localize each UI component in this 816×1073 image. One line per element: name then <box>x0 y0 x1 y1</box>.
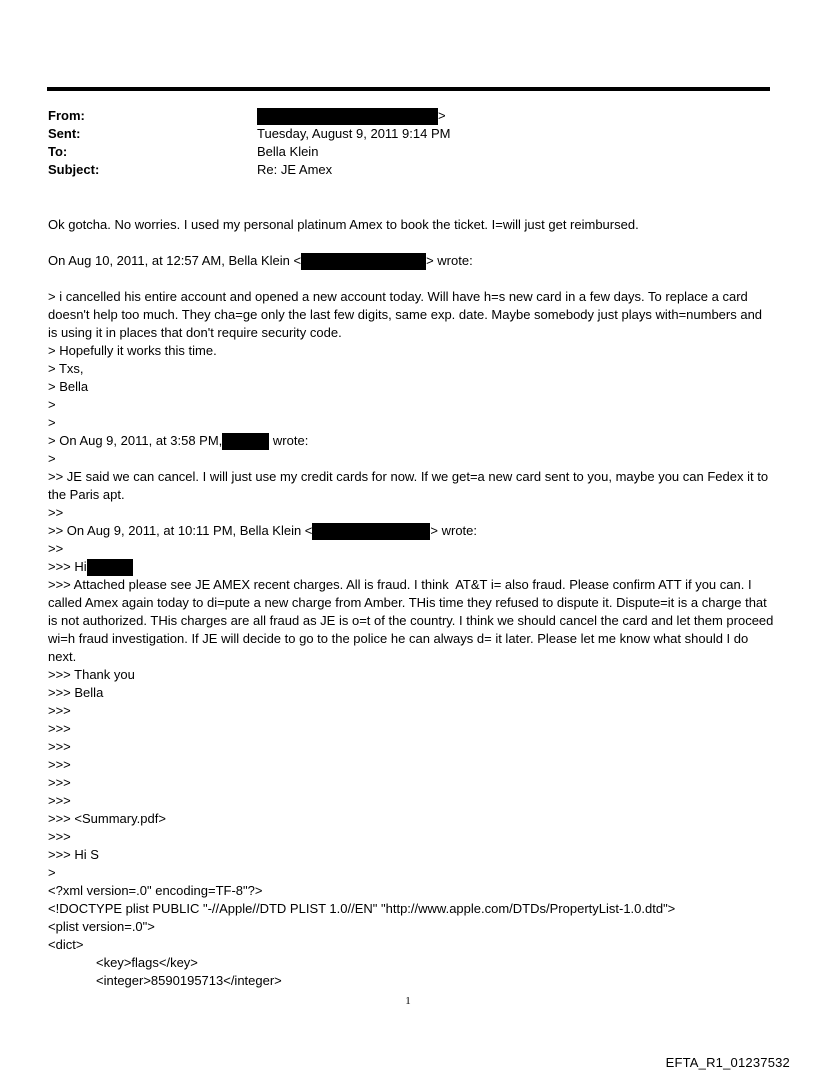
body-line: >>> Attached please see JE AMEX recent charges. All is fraud. I think AT&T i= also fraud. Please confirm ATT if you can. I called Amex again today to di=pute a new charge from Amber. THis time they refused to dispute it. Dispute=it is a charge that is not authorized. THis charges are all fraud as JE is o=t of the country. I think we should cancel the card and let them proceed wi=h fraud investigation. If JE will decide to go to the police he can always d= it later. Please let me know what should I do next. <box>48 577 778 665</box>
xml-line: <?xml version=.0" encoding=TF-8"?> <box>48 883 263 899</box>
body-line: >> <box>48 541 64 557</box>
quote-header: On Aug 10, 2011, at 12:57 AM, Bella Klein < <box>48 253 302 268</box>
body-line: >> <box>48 505 64 521</box>
quote-header: >> On Aug 9, 2011, at 10:11 PM, Bella Klein < <box>48 523 313 539</box>
redaction-box <box>222 433 269 450</box>
body-line <box>48 432 774 450</box>
to-value: Bella Klein <box>257 144 319 159</box>
greeting: >>> Hi <box>48 559 87 575</box>
body-line: > Bella <box>48 379 89 395</box>
email-header <box>48 107 768 183</box>
body-line: >>> <box>48 775 71 791</box>
header-rule <box>47 87 770 91</box>
body-line: >>> Thank you <box>48 667 135 683</box>
body-line: >>> <box>48 739 71 755</box>
body-line: > <box>48 397 56 413</box>
from-label: From: <box>48 108 85 123</box>
xml-line: <dict> <box>48 937 84 953</box>
body-line: > <box>48 415 56 431</box>
xml-line: <integer>8590195713</integer> <box>96 973 282 989</box>
body-line: Ok gotcha. No worries. I used my personal platinum Amex to book the ticket. I=will just get reimbursed. <box>48 217 639 232</box>
xml-line: <key>flags</key> <box>96 955 198 971</box>
attachment-line: >>> <Summary.pdf> <box>48 811 166 827</box>
body-line: >>> <box>48 829 71 845</box>
body-line <box>48 252 774 270</box>
body-line: >>> Hi S <box>48 847 99 863</box>
page-number: 1 <box>405 995 411 1007</box>
quote-header: > On Aug 9, 2011, at 3:58 PM, <box>48 433 223 449</box>
body-line <box>48 558 774 576</box>
body-line: >>> Bella <box>48 685 104 701</box>
body-line: >>> <box>48 793 71 809</box>
redaction-box <box>257 108 438 125</box>
xml-line: <plist version=.0"> <box>48 919 155 935</box>
body-line: > i cancelled his entire account and opened a new account today. Will have h=s new card in a few days. To replace a card doesn't help too much. They cha=ge only the last few digits, same exp. date. Maybe somebody just plays with=numbers and is using it in places that don't require security code. <box>48 289 766 341</box>
redaction-box <box>301 253 426 270</box>
sent-label: Sent: <box>48 126 81 141</box>
body-line: > <box>48 451 56 467</box>
xml-line: <!DOCTYPE plist PUBLIC "-//Apple//DTD PLIST 1.0//EN" "http://www.apple.com/DTDs/PropertyList-1.0.dtd"> <box>48 901 676 917</box>
body-line: >>> <box>48 757 71 773</box>
to-label: To: <box>48 144 68 159</box>
subject-value: Re: JE Amex <box>257 162 333 177</box>
subject-label: Subject: <box>48 162 100 177</box>
sent-value: Tuesday, August 9, 2011 9:14 PM <box>257 126 451 141</box>
body-line: >> JE said we can cancel. I will just use my credit cards for now. If we get=a new card sent to you, maybe you can Fedex it to the Paris apt. <box>48 469 772 503</box>
body-line: >>> <box>48 703 71 719</box>
quote-header-suffix: wrote: <box>272 433 309 449</box>
body-line: > Txs, <box>48 361 84 377</box>
from-suffix: > <box>438 108 446 123</box>
body-line: > <box>48 865 56 881</box>
document-id: EFTA_R1_01237532 <box>665 1055 790 1070</box>
body-line: > Hopefully it works this time. <box>48 343 217 359</box>
quote-header-suffix: > wrote: <box>426 253 473 268</box>
email-body <box>48 216 778 990</box>
redaction-box <box>87 559 133 576</box>
body-line <box>48 522 774 540</box>
redaction-box <box>312 523 430 540</box>
quote-header-suffix: > wrote: <box>430 523 478 539</box>
body-line: >>> <box>48 721 71 737</box>
